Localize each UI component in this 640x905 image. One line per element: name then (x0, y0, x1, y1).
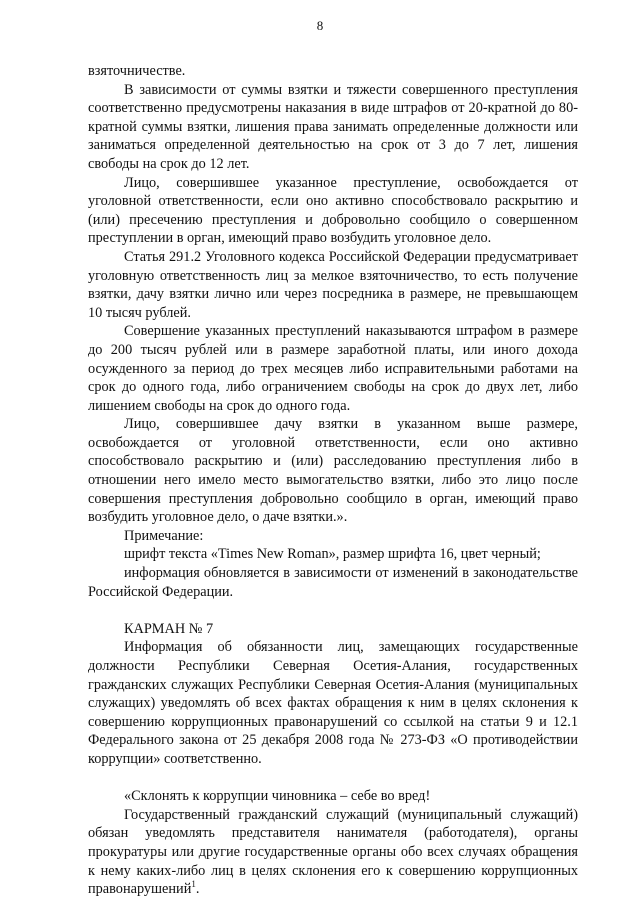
quote-title: «Склонять к коррупции чиновника – себе во вред! (124, 788, 431, 805)
footnote-mark: 1 (191, 879, 196, 890)
section-heading: КАРМАН № 7 (124, 620, 214, 637)
note-label: Примечание: (124, 527, 204, 544)
paragraph: взяточничестве. (88, 63, 186, 79)
paragraph: Статья 291.2 Уголовного кодекса Российской Федерации предусматривает уголовную ответственность лиц за мелкое взяточничество, то есть получение взятки, дачу взятки лично или через посредника в размере, не превышающем 10 тысяч рублей. (88, 248, 578, 321)
note-item: шрифт текста «Times New Roman», размер шрифта 16, цвет черный; (124, 546, 541, 563)
note-item: информация обновляется в зависимости от изменений в законодательстве Российской Федерации. (88, 565, 578, 600)
paragraph (88, 806, 578, 899)
paragraph: Информация об обязанности лиц, замещающих государственные должности Республики Северная Осетия-Алания, государственных гражданских служащих Республики Северная Осетия-Алания (муниципальных служащих) уведомлять об всех фактах обращения к ним в целях склонения к совершению коррупционных правонарушений со ссылкой на статьи 9 и 12.1 Федерального закона от 25 декабря 2008 года № 273-ФЗ «О противодействии коррупции» соответственно. (88, 639, 578, 767)
paragraph-end: . (195, 881, 200, 898)
paragraph: Лицо, совершившее указанное преступление, освобождается от уголовной ответственности, если оно активно способствовало раскрытию и (или) пресечению преступления и добровольно сообщило о совершенном преступлении в орган, имеющий право возбудить уголовное дело. (88, 174, 578, 247)
paragraph: В зависимости от суммы взятки и тяжести совершенного преступления соответственно предусмотрены наказания в виде штрафов от 20-кратной до 80-кратной суммы взятки, лишения права занимать определенные должности или заниматься определенной деятельностью на срок от 3 до 7 лет, лишения свободы на срок до 12 лет. (88, 81, 578, 172)
paragraph: Лицо, совершившее дачу взятки в указанном выше размере, освобождается от уголовной ответственности, если оно активно способствовало раскрытию и (или) расследованию преступления либо в отношении него имело место вымогательство взятки, либо это лицо после совершения преступления добровольно сообщило в орган, имеющий право возбудить уголовное дело, о даче взятки.». (88, 416, 578, 526)
paragraph: Совершение указанных преступлений наказываются штрафом в размере до 200 тысяч рублей или в размере заработной платы, или иного дохода осужденного за период до трех месяцев либо исправительными работами на срок до одного года, либо ограничением свободы на срок до двух лет, либо лишением свободы на срок до одного года. (88, 323, 578, 414)
page-number: 8 (316, 18, 324, 33)
paragraph-text: Государственный гражданский служащий (муниципальный служащий) обязан уведомлять представителя нанимателя (работодателя), органы прокуратуры или другие государственные органы обо всех случаях обращения к нему каких-либо лиц в целях склонения его к совершению коррупционных правонарушений (88, 806, 578, 898)
document-body (88, 62, 578, 899)
